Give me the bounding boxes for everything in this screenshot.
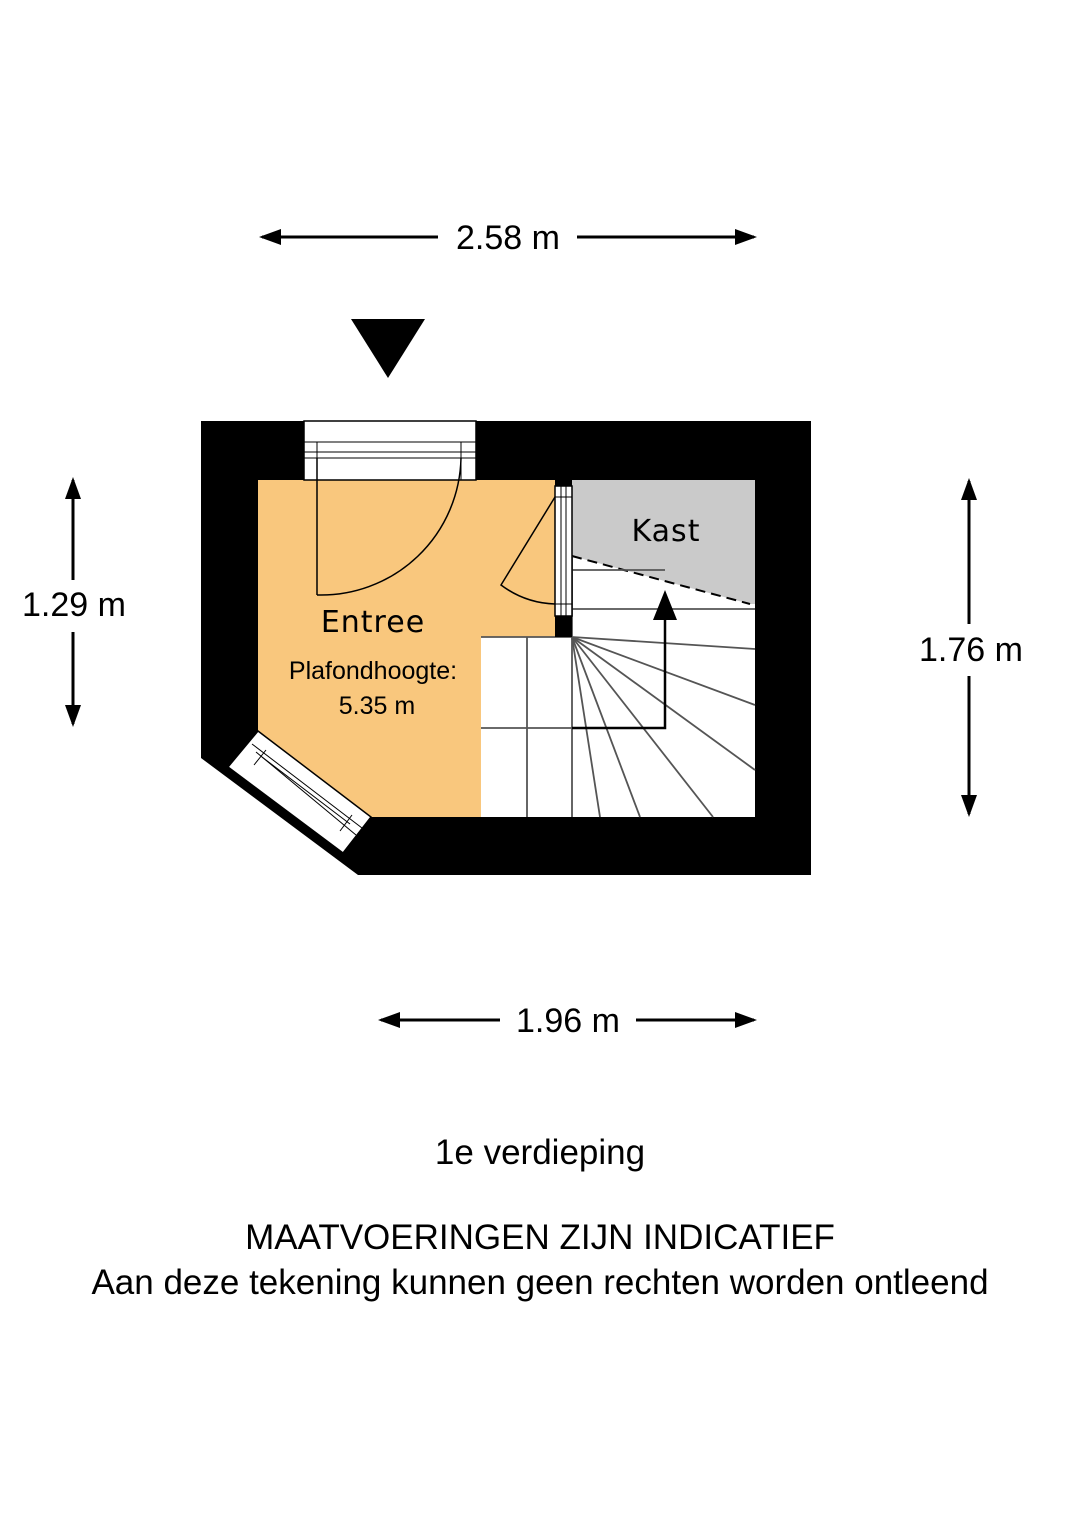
dimension-bottom-label: 1.96 m [516,1002,620,1040]
dimension-left [22,477,126,727]
disclaimer-text: Aan deze tekening kunnen geen rechten worden ontleend [91,1263,989,1302]
dimension-top-label: 2.58 m [456,219,560,257]
disclaimer-heading: MAATVOERINGEN ZIJN INDICATIEF [245,1218,835,1257]
dimension-right-label: 1.76 m [919,631,1023,669]
floor-label: 1e verdieping [434,1133,646,1172]
ceiling-height-label: Plafondhoogte: [288,657,458,685]
ceiling-height-value: 5.35 m [338,692,416,720]
dimension-right [919,478,1023,817]
entrance-arrow-icon [351,319,425,378]
room-entree-label: Entree [320,605,426,640]
dimension-top [259,219,757,257]
room-kast-label: Kast [631,514,701,549]
dimension-bottom [378,1002,757,1040]
dimension-left-label: 1.29 m [22,586,126,624]
